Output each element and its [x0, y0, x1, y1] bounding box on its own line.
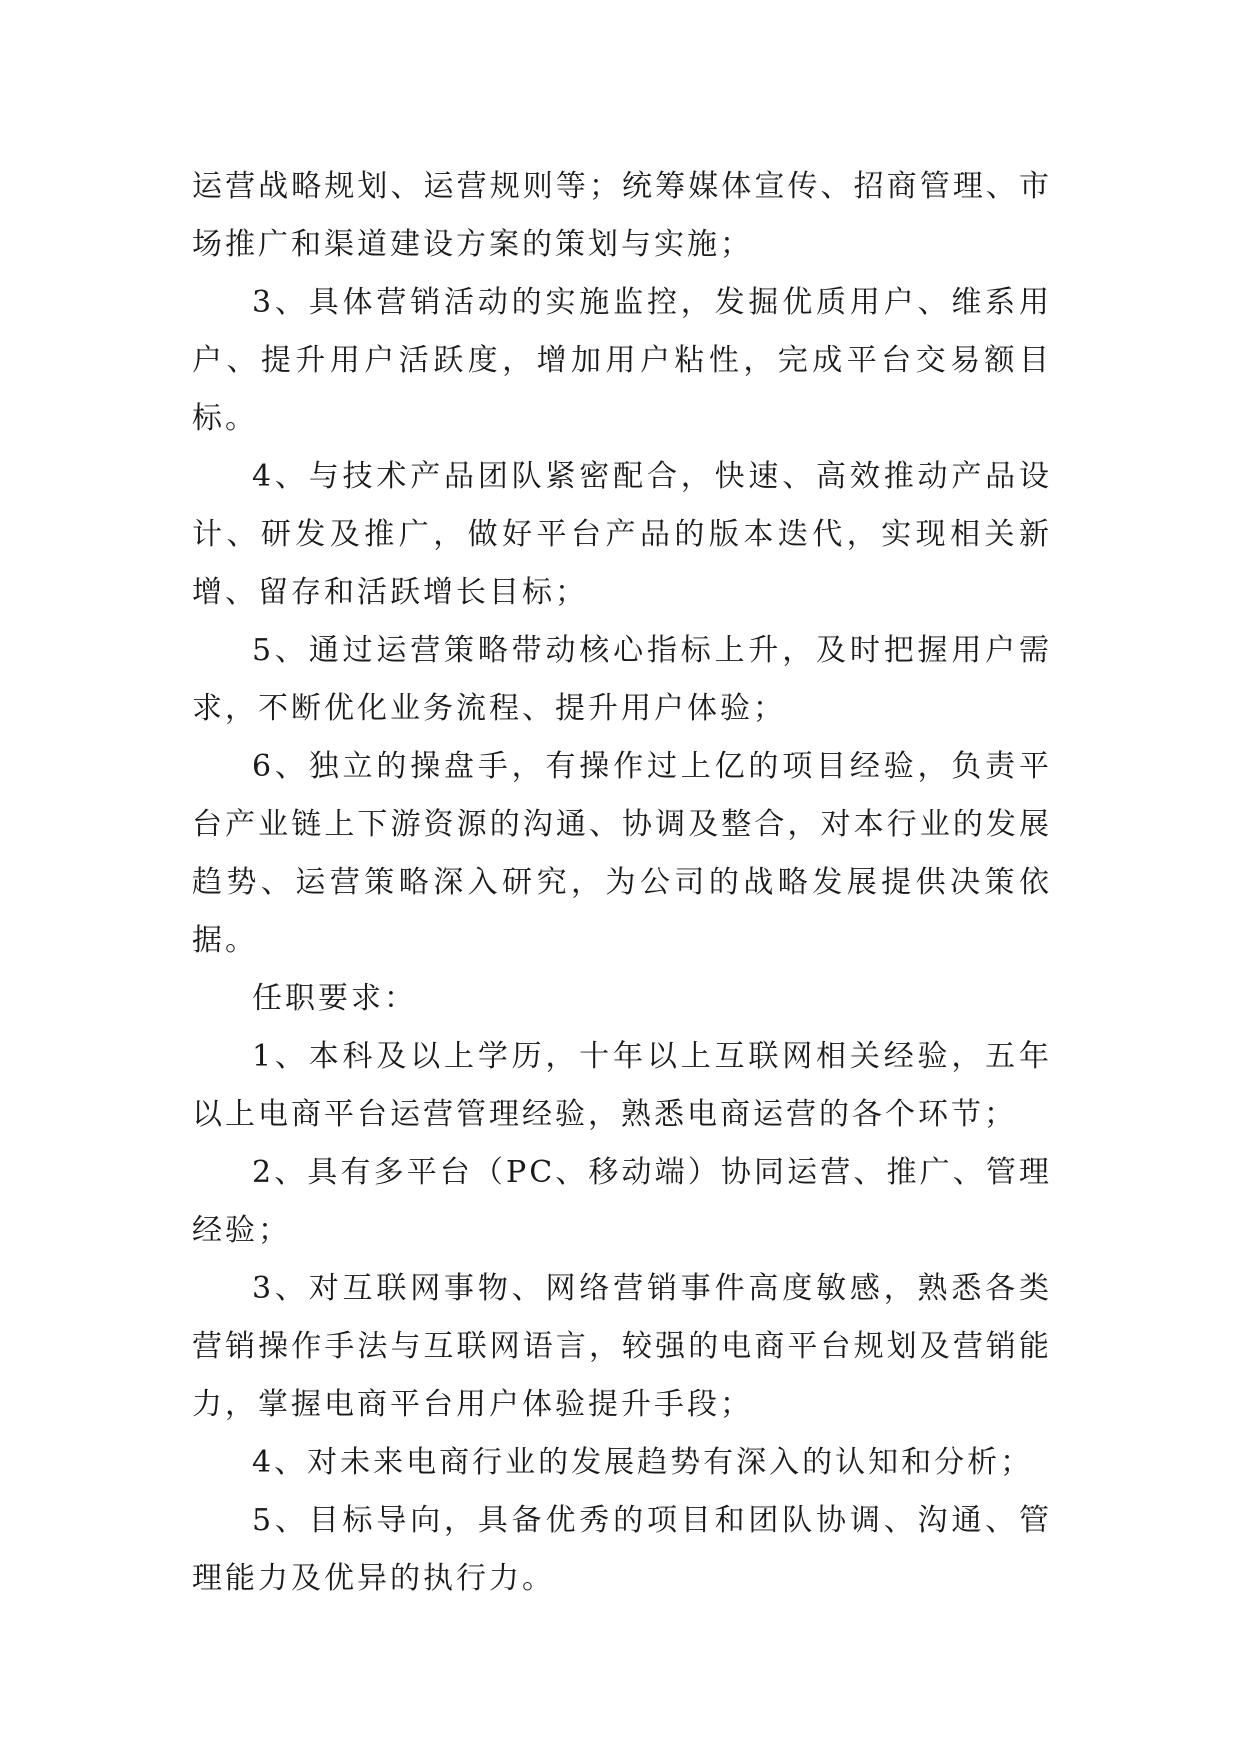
- document-body: [192, 158, 1052, 1608]
- paragraph-duty-4: 4、与技术产品团队紧密配合，快速、高效推动产品设计、研发及推广，做好平台产品的版本迭代，实现相关新增、留存和活跃增长目标；: [192, 459, 1052, 610]
- paragraph-duty-3: 3、具体营销活动的实施监控，发掘优质用户、维系用户、提升用户活跃度，增加用户粘性，完成平台交易额目标。: [192, 285, 1052, 436]
- paragraph-continuation: 运营战略规划、运营规则等；统筹媒体宣传、招商管理、市场推广和渠道建设方案的策划与实施；: [192, 169, 1052, 262]
- section-heading-requirements: 任职要求：: [252, 981, 417, 1016]
- paragraph-duty-5: 5、通过运营策略带动核心指标上升，及时把握用户需求，不断优化业务流程、提升用户体验；: [192, 633, 1052, 726]
- paragraph-requirement-1: 1、本科及以上学历，十年以上互联网相关经验，五年以上电商平台运营管理经验，熟悉电商运营的各个环节；: [192, 1039, 1052, 1132]
- paragraph-duty-6: 6、独立的操盘手，有操作过上亿的项目经验，负责平台产业链上下游资源的沟通、协调及整合，对本行业的发展趋势、运营策略深入研究，为公司的战略发展提供决策依据。: [192, 749, 1052, 958]
- paragraph-requirement-2: 2、具有多平台（PC、移动端）协同运营、推广、管理经验；: [192, 1155, 1052, 1248]
- paragraph-requirement-3: 3、对互联网事物、网络营销事件高度敏感，熟悉各类营销操作手法与互联网语言，较强的电商平台规划及营销能力，掌握电商平台用户体验提升手段；: [192, 1271, 1052, 1422]
- paragraph-requirement-4: 4、对未来电商行业的发展趋势有深入的认知和分析；: [252, 1445, 1034, 1480]
- paragraph-requirement-5: 5、目标导向，具备优秀的项目和团队协调、沟通、管理能力及优异的执行力。: [192, 1503, 1052, 1596]
